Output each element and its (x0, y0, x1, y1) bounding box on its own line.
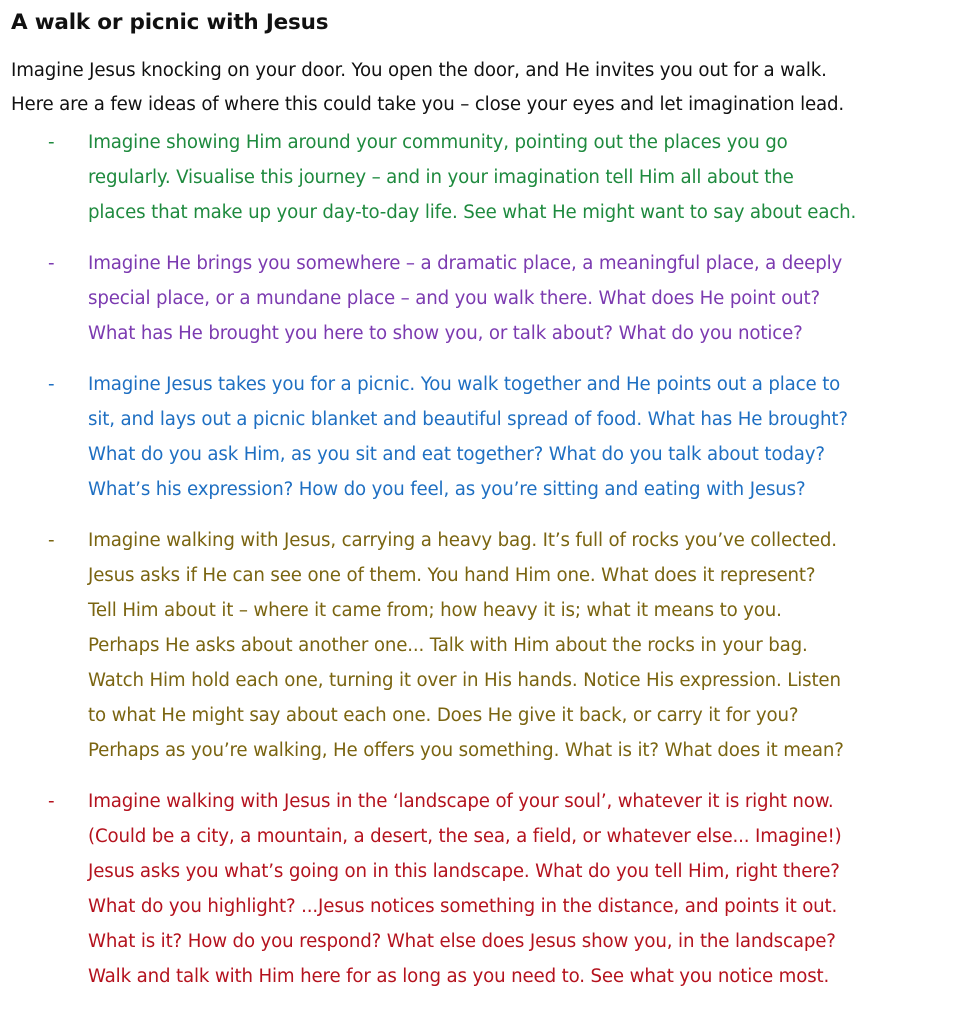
idea-item-somewhere (11, 246, 963, 351)
idea-line: places that make up your day-to-day life. See what He might want to say about each. (88, 202, 857, 223)
idea-line: What is it? How do you respond? What else does Jesus show you, in the landscape? (88, 931, 836, 952)
bullet-dash: - (48, 253, 55, 274)
intro-line: Here are a few ideas of where this could take you – close your eyes and let imagination lead. (11, 94, 845, 115)
idea-line: Jesus asks if He can see one of them. You hand Him one. What does it represent? (88, 565, 816, 586)
idea-line: Imagine walking with Jesus in the ‘landscape of your soul’, whatever it is right now. (88, 791, 834, 812)
idea-item-picnic (11, 367, 963, 507)
document-title: A walk or picnic with Jesus (11, 10, 329, 35)
document-page (11, 8, 963, 1010)
bullet-dash: - (48, 374, 55, 395)
bullet-dash: - (48, 530, 55, 551)
idea-line: What has He brought you here to show you, or talk about? What do you notice? (88, 323, 803, 344)
idea-line: to what He might say about each one. Does He give it back, or carry it for you? (88, 705, 799, 726)
idea-line: Imagine showing Him around your community, pointing out the places you go (88, 132, 788, 153)
idea-line: Jesus asks you what’s going on in this landscape. What do you tell Him, right there? (88, 861, 840, 882)
idea-line: What do you highlight? ...Jesus notices something in the distance, and points it out. (88, 896, 838, 917)
idea-line: (Could be a city, a mountain, a desert, the sea, a field, or whatever else... Imagine!) (88, 826, 842, 847)
idea-item-landscape-of-soul (11, 784, 963, 994)
idea-line: Imagine walking with Jesus, carrying a heavy bag. It’s full of rocks you’ve collected. (88, 530, 837, 551)
idea-line: Walk and talk with Him here for as long as you need to. See what you notice most. (88, 966, 830, 987)
idea-line: What’s his expression? How do you feel, as you’re sitting and eating with Jesus? (88, 479, 806, 500)
idea-line: Watch Him hold each one, turning it over in His hands. Notice His expression. Listen (88, 670, 841, 691)
idea-item-heavy-bag (11, 523, 963, 768)
idea-item-community (11, 125, 963, 230)
bullet-dash: - (48, 791, 55, 812)
intro-paragraph (11, 54, 963, 122)
idea-line: Tell Him about it – where it came from; how heavy it is; what it means to you. (88, 600, 782, 621)
idea-line: sit, and lays out a picnic blanket and beautiful spread of food. What has He brought? (88, 409, 848, 430)
idea-line: Perhaps He asks about another one... Talk with Him about the rocks in your bag. (88, 635, 808, 656)
idea-line: Perhaps as you’re walking, He offers you something. What is it? What does it mean? (88, 740, 844, 761)
idea-line: What do you ask Him, as you sit and eat together? What do you talk about today? (88, 444, 825, 465)
bullet-dash: - (48, 132, 55, 153)
idea-line: Imagine Jesus takes you for a picnic. You walk together and He points out a place to (88, 374, 841, 395)
ideas-list (11, 125, 963, 994)
idea-line: special place, or a mundane place – and you walk there. What does He point out? (88, 288, 820, 309)
idea-line: Imagine He brings you somewhere – a dramatic place, a meaningful place, a deeply (88, 253, 843, 274)
idea-line: regularly. Visualise this journey – and in your imagination tell Him all about the (88, 167, 794, 188)
intro-line: Imagine Jesus knocking on your door. You open the door, and He invites you out for a walk. (11, 60, 827, 81)
